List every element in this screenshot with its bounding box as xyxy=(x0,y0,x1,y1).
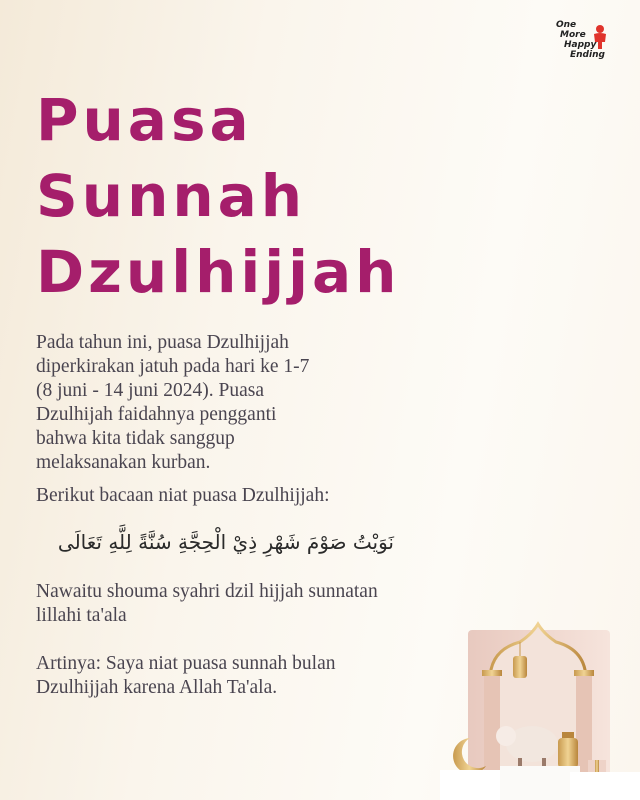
figure-icon xyxy=(590,24,610,50)
intro-line: melaksanakan kurban. xyxy=(36,452,211,473)
intro-paragraph xyxy=(36,331,366,475)
title-line-2: Sunnah xyxy=(36,162,307,230)
transliteration-line: Nawaitu shouma syahri dzil hijjah sunnatan xyxy=(36,581,378,602)
logo-text-line-1: One xyxy=(556,20,577,30)
meaning-line: Dzulhijjah karena Allah Ta'ala. xyxy=(36,677,278,698)
intro-line: Pada tahun ini, puasa Dzulhijjah xyxy=(36,332,289,353)
intro-line: diperkirakan jatuh pada hari ke 1-7 xyxy=(36,356,310,377)
eid-decoration-illustration xyxy=(440,620,640,800)
intro-line: (8 juni - 14 juni 2024). Puasa xyxy=(36,380,265,401)
meaning-line: Artinya: Saya niat puasa sunnah bulan xyxy=(36,653,336,674)
arabic-niat: نَوَيْتُ صَوْمَ شَهْرِ ذِيْ الْحِجَّةِ سُنَّةً لِلَّهِ تَعَالَى xyxy=(57,530,394,554)
logo-text-line-2: More xyxy=(560,30,586,40)
intro-line: bahwa kita tidak sanggup xyxy=(36,428,235,449)
logo-text-line-4: Ending xyxy=(570,50,605,60)
meaning-paragraph xyxy=(36,652,436,700)
intro-line: Dzulhijah faidahnya pengganti xyxy=(36,404,277,425)
transliteration-line: lillahi ta'ala xyxy=(36,605,127,626)
transliteration-paragraph xyxy=(36,580,436,628)
page-title xyxy=(36,82,400,310)
niat-intro: Berikut bacaan niat puasa Dzulhijjah: xyxy=(36,485,330,506)
logo-text-line-3: Happy xyxy=(564,40,597,50)
title-line-1: Puasa xyxy=(36,86,253,154)
title-line-3: Dzulhijjah xyxy=(36,238,401,306)
brand-logo xyxy=(556,20,616,68)
